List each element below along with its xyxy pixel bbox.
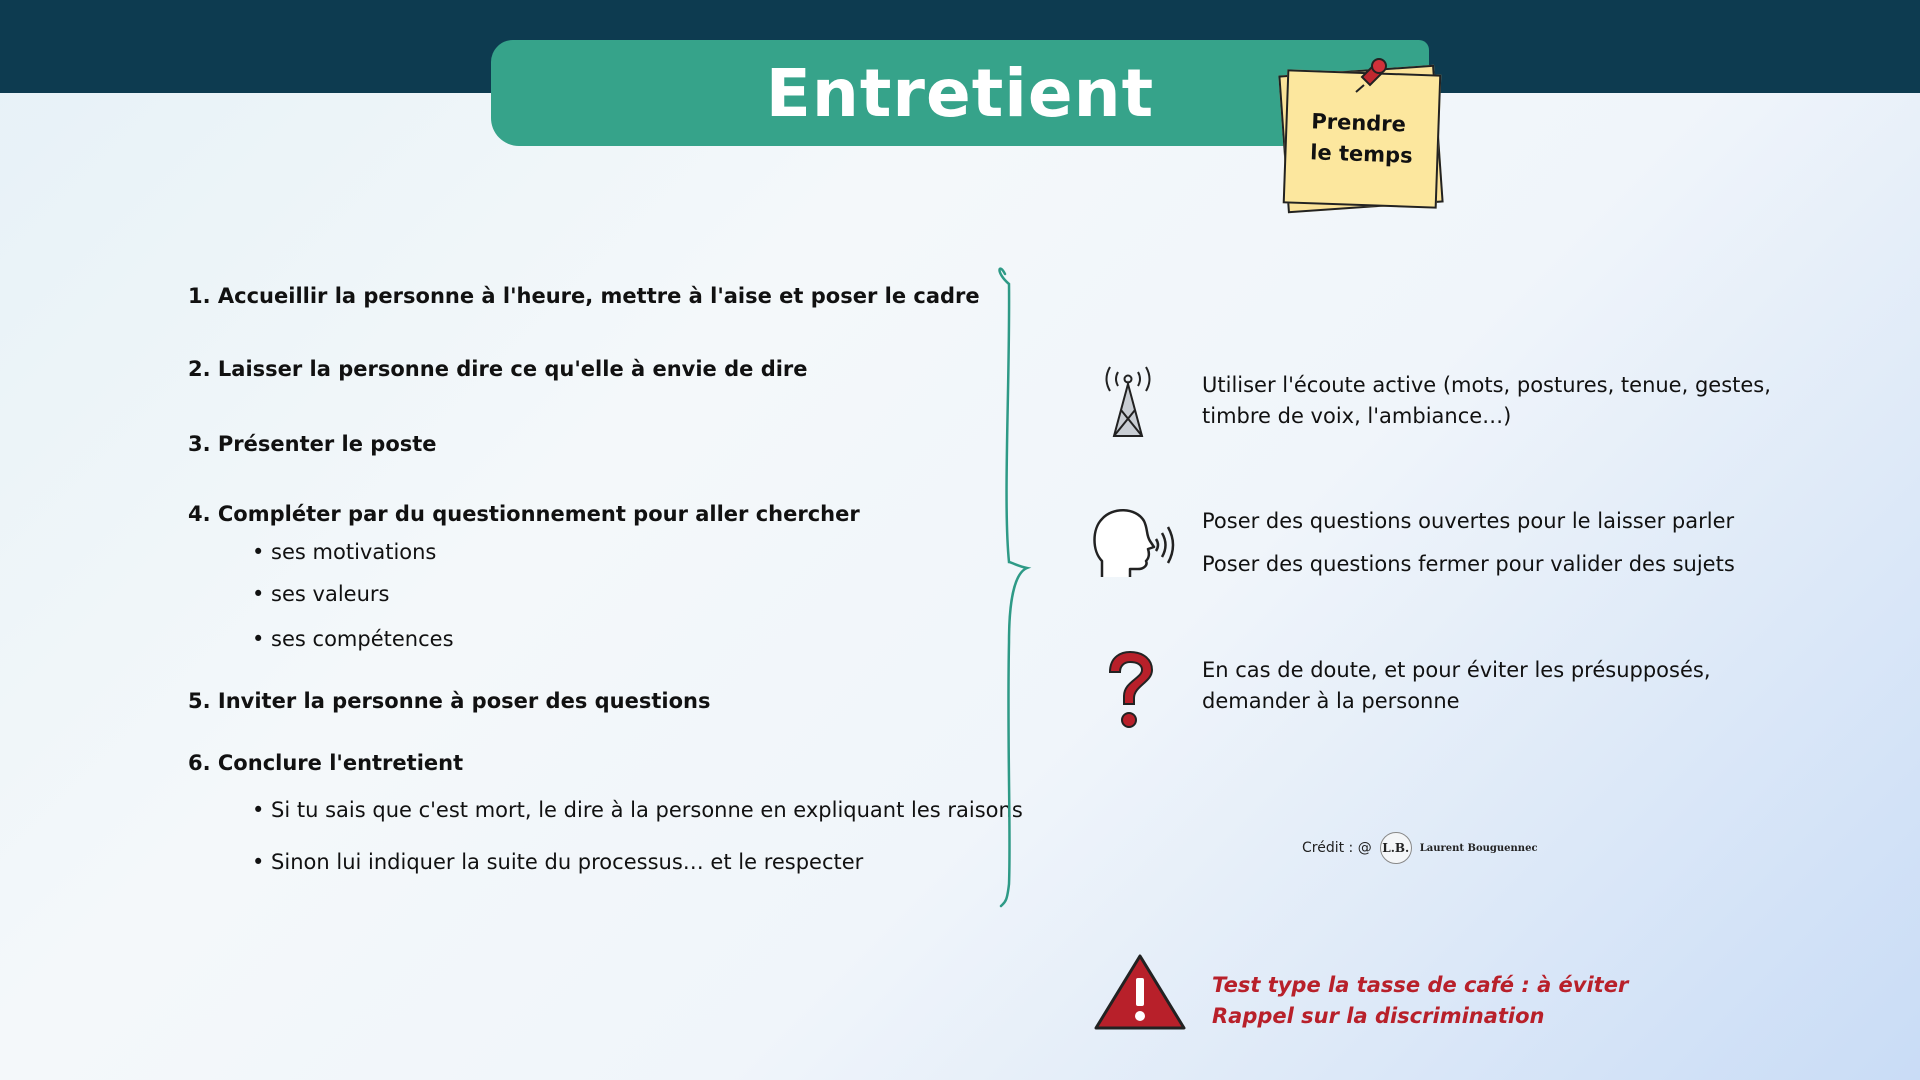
step-6-sub-1: • Si tu sais que c'est mort, le dire à la personne en expliquant les raisons — [252, 798, 1023, 822]
tip-doubt-line2: demander à la personne — [1202, 689, 1460, 713]
step-6-sub-2: • Sinon lui indiquer la suite du processus… et le respecter — [252, 850, 864, 874]
sticky-note-line2: le temps — [1309, 140, 1414, 168]
antenna-icon — [1090, 362, 1166, 440]
credit — [1302, 832, 1538, 864]
step-2: 2. Laisser la personne dire ce qu'elle à envie de dire — [188, 357, 808, 381]
warning-text — [1212, 970, 1628, 1032]
step-1: 1. Accueillir la personne à l'heure, mettre à l'aise et poser le cadre — [188, 284, 980, 308]
curly-brace — [995, 262, 1035, 912]
tip-questions — [1202, 506, 1735, 580]
pushpin-icon — [1352, 55, 1392, 93]
step-4: 4. Compléter par du questionnement pour aller chercher — [188, 502, 860, 526]
sticky-note-text — [1310, 106, 1415, 172]
tip-questions-line1: Poser des questions ouvertes pour le laisser parler — [1202, 509, 1735, 533]
credit-name: Laurent Bouguennec — [1419, 842, 1538, 854]
step-6: 6. Conclure l'entretient — [188, 751, 464, 775]
step-3: 3. Présenter le poste — [188, 432, 437, 456]
tip-doubt-line1: En cas de doute, et pour éviter les présupposés, — [1202, 658, 1711, 682]
page-title: Entretient — [765, 54, 1155, 132]
tip-listening — [1202, 370, 1771, 432]
step-4-sub-3: • ses compétences — [252, 627, 454, 651]
step-4-sub-2: • ses valeurs — [252, 582, 390, 606]
warning-line2: Rappel sur la discrimination — [1212, 1004, 1545, 1028]
tip-doubt — [1202, 655, 1711, 717]
step-4-sub-1: • ses motivations — [252, 540, 437, 564]
warning-line1: Test type la tasse de café : à éviter — [1212, 973, 1629, 997]
tip-listening-line1: Utiliser l'écoute active (mots, postures, tenue, gestes, — [1202, 373, 1771, 397]
warning-icon — [1092, 952, 1188, 1032]
sticky-note-line1: Prendre — [1310, 109, 1407, 137]
tip-questions-line2: Poser des questions fermer pour valider des sujets — [1202, 552, 1735, 576]
credit-label: Crédit : @ — [1302, 840, 1372, 856]
tip-listening-line2: timbre de voix, l'ambiance…) — [1202, 404, 1512, 428]
question-mark-icon — [1104, 650, 1156, 732]
step-5: 5. Inviter la personne à poser des questions — [188, 689, 711, 713]
speaking-head-icon — [1090, 505, 1178, 583]
credit-logo: L.B. — [1380, 832, 1412, 864]
